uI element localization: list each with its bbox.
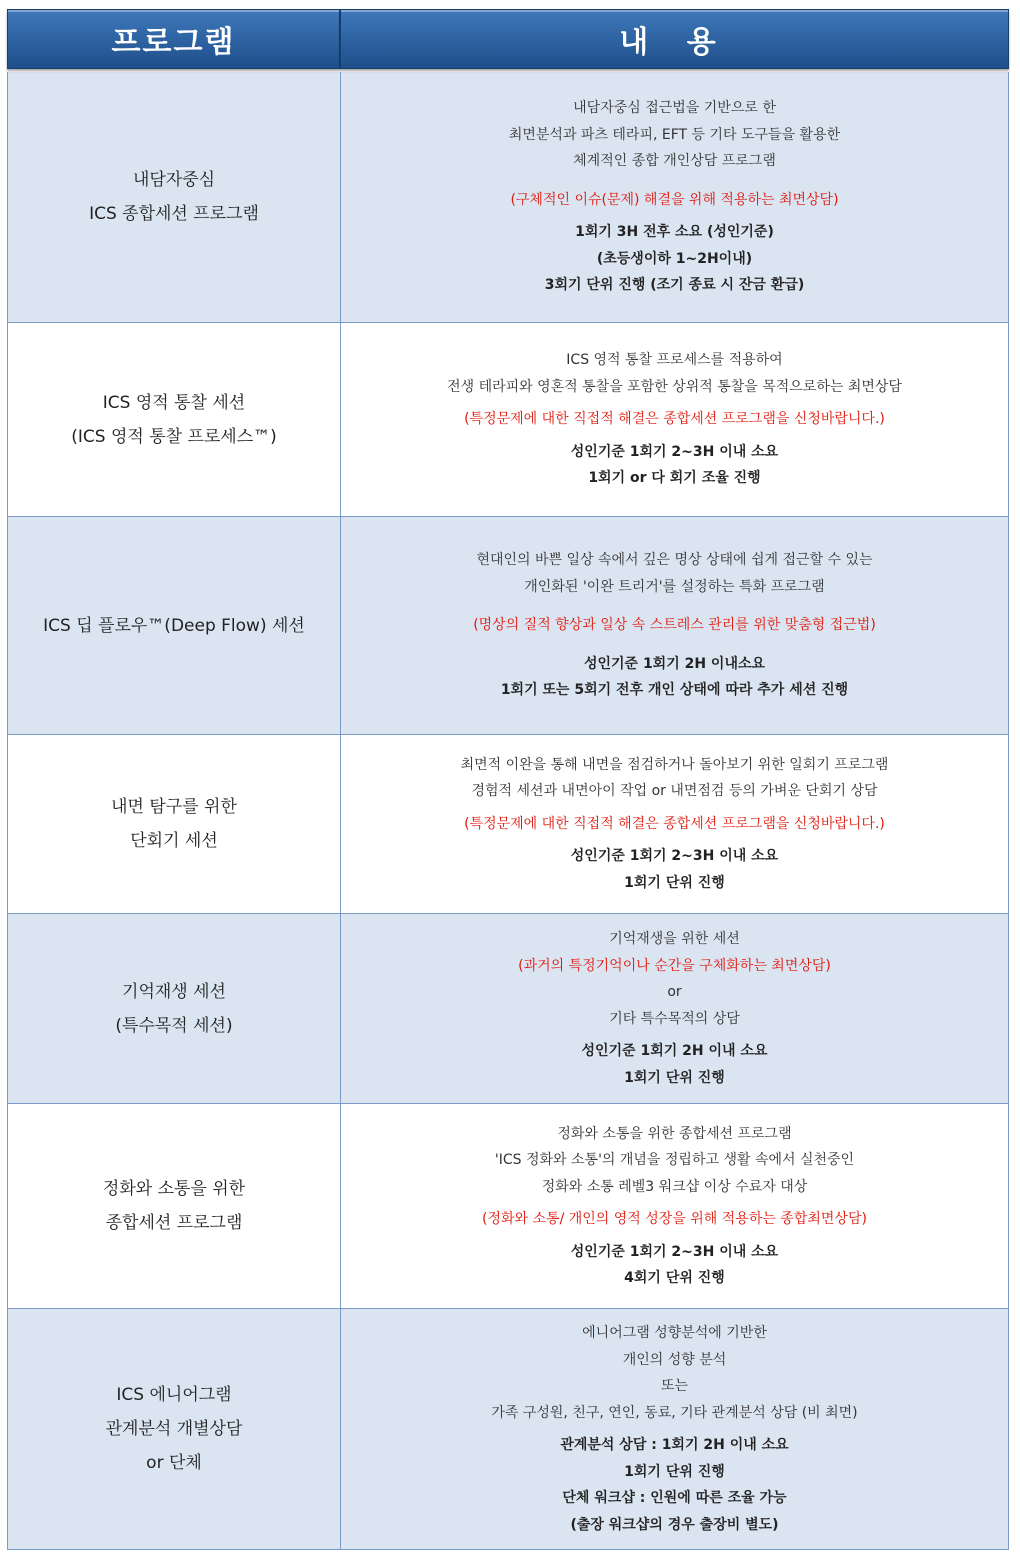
note-line: (과거의 특정기억이나 순간을 구체화하는 최면상담) xyxy=(518,957,831,974)
program-title-line: or 단체 xyxy=(146,1453,202,1473)
program-title xyxy=(8,735,341,913)
note-line: (구체적인 이슈(문제) 해결을 위해 적용하는 최면상담) xyxy=(510,191,839,208)
detail-line: 1회기 단위 진행 xyxy=(624,1463,725,1480)
program-title-line: 정화와 소통을 위한 xyxy=(102,1179,246,1199)
detail-line: 성인기준 1회기 2~3H 이내 소요 xyxy=(570,848,779,865)
detail-line: 1회기 3H 전후 소요 (성인기준) xyxy=(575,224,774,241)
header-program: 프로그램 xyxy=(7,9,340,69)
program-title-line: (특수목적 세션) xyxy=(115,1015,233,1036)
program-title-line: ICS 종합세션 프로그램 xyxy=(89,204,259,224)
note-line: (정화와 소통/ 개인의 영적 성장을 위해 적용하는 종합최면상담) xyxy=(482,1211,867,1227)
program-title-line: 기억재생 세션 xyxy=(122,981,226,1002)
table-body xyxy=(7,72,1009,1550)
table-row xyxy=(8,1309,1008,1550)
desc-line: 기타 특수목적의 상담 xyxy=(609,1010,740,1027)
detail-line: 1회기 단위 진행 xyxy=(624,874,725,891)
program-title-line: (ICS 영적 통찰 프로세스™) xyxy=(71,426,277,447)
header-content: 내 용 xyxy=(340,9,1009,69)
table-row xyxy=(8,914,1008,1104)
desc-line: 또는 xyxy=(660,1378,689,1394)
program-title-line: 종합세션 프로그램 xyxy=(105,1213,243,1233)
program-title xyxy=(8,517,341,734)
desc-line: 에니어그램 성향분석에 기반한 xyxy=(582,1325,767,1341)
detail-line: 1회기 또는 5회기 전후 개인 상태에 따라 추가 세션 진행 xyxy=(500,682,849,699)
program-table xyxy=(7,9,1009,1550)
table-row xyxy=(8,323,1008,517)
program-title xyxy=(8,323,341,516)
note-line: (특정문제에 대한 직접적 해결은 종합세션 프로그램을 신청바랍니다.) xyxy=(464,815,885,832)
desc-line: 개인의 성향 분석 xyxy=(622,1351,727,1368)
desc-line: 내담자중심 접근법을 기반으로 한 xyxy=(573,100,776,117)
desc-line: 최면분석과 파츠 테라피, EFT 등 기타 도구들을 활용한 xyxy=(508,126,841,143)
detail-line: 성인기준 1회기 2H 이내 소요 xyxy=(581,1043,768,1059)
detail-line: (초등생이하 1~2H이내) xyxy=(596,250,753,267)
desc-line: 개인화된 '이완 트리거'를 설정하는 특화 프로그램 xyxy=(524,578,825,595)
desc-line: or xyxy=(667,984,682,1000)
program-title-line: 내담자중심 xyxy=(132,170,216,190)
desc-line: 기억재생을 위한 세션 xyxy=(609,931,740,947)
detail-line: 성인기준 1회기 2~3H 이내 소요 xyxy=(570,1243,779,1260)
desc-line: 정화와 소통을 위한 종합세션 프로그램 xyxy=(557,1125,792,1142)
table-row xyxy=(8,517,1008,735)
desc-line: 정화와 소통 레벨3 워크샵 이상 수료자 대상 xyxy=(541,1178,808,1195)
desc-line: 체계적인 종합 개인상담 프로그램 xyxy=(573,153,776,170)
detail-line: 1회기 or 다 회기 조율 진행 xyxy=(588,470,761,487)
program-content xyxy=(341,1309,1008,1549)
table-row xyxy=(8,1104,1008,1309)
note-line: (특정문제에 대한 직접적 해결은 종합세션 프로그램을 신청바랍니다.) xyxy=(464,411,885,428)
program-title-line: 단회기 세션 xyxy=(130,831,218,851)
detail-line: 관계분석 상담 : 1회기 2H 이내 소요 xyxy=(560,1437,789,1453)
desc-line: 최면적 이완을 통해 내면을 점검하거나 돌아보기 위한 일회기 프로그램 xyxy=(460,756,889,773)
program-title-line: 내면 탐구를 위한 xyxy=(111,797,237,817)
desc-line: 'ICS 정화와 소통'의 개념을 정립하고 생활 속에서 실천중인 xyxy=(494,1152,855,1168)
program-content xyxy=(341,1104,1008,1308)
program-content xyxy=(341,735,1008,913)
program-title xyxy=(8,72,341,322)
detail-line: 1회기 단위 진행 xyxy=(624,1069,725,1086)
detail-line: 성인기준 1회기 2~3H 이내 소요 xyxy=(570,443,779,460)
program-content xyxy=(341,517,1008,734)
table-row xyxy=(8,72,1008,323)
desc-line: 현대인의 바쁜 일상 속에서 깊은 명상 상태에 쉽게 접근할 수 있는 xyxy=(476,552,873,569)
program-title-line: ICS 영적 통찰 세션 xyxy=(102,392,246,413)
program-content xyxy=(341,914,1008,1103)
desc-line: 전생 테라피와 영혼적 통찰을 포함한 상위적 통찰을 목적으로하는 최면상담 xyxy=(447,378,902,395)
detail-line: 성인기준 1회기 2H 이내소요 xyxy=(583,655,766,672)
program-title-line: ICS 딥 플로우™(Deep Flow) 세션 xyxy=(43,615,305,636)
program-title-line: ICS 에니어그램 xyxy=(116,1385,232,1405)
desc-line: 경험적 세션과 내면아이 작업 or 내면점검 등의 가벼운 단회기 상담 xyxy=(471,783,878,800)
table-header xyxy=(7,9,1009,69)
detail-line: 단체 워크샵 : 인원에 따른 조율 가능 xyxy=(562,1490,787,1506)
program-title-line: 관계분석 개별상담 xyxy=(105,1419,243,1439)
detail-line: 4회기 단위 진행 xyxy=(624,1270,725,1286)
program-title xyxy=(8,1309,341,1549)
detail-line: (출장 워크샵의 경우 출장비 별도) xyxy=(570,1516,779,1533)
detail-line: 3회기 단위 진행 (조기 종료 시 잔금 환급) xyxy=(544,277,805,294)
program-title xyxy=(8,1104,341,1308)
program-content xyxy=(341,72,1008,322)
program-title xyxy=(8,914,341,1103)
note-line: (명상의 질적 향상과 일상 속 스트레스 관리를 위한 맞춤형 접근법) xyxy=(473,617,876,634)
program-content xyxy=(341,323,1008,516)
table-row xyxy=(8,735,1008,914)
desc-line: ICS 영적 통찰 프로세스를 적용하여 xyxy=(566,352,783,369)
desc-line: 가족 구성원, 친구, 연인, 동료, 기타 관계분석 상담 (비 최면) xyxy=(491,1404,858,1421)
